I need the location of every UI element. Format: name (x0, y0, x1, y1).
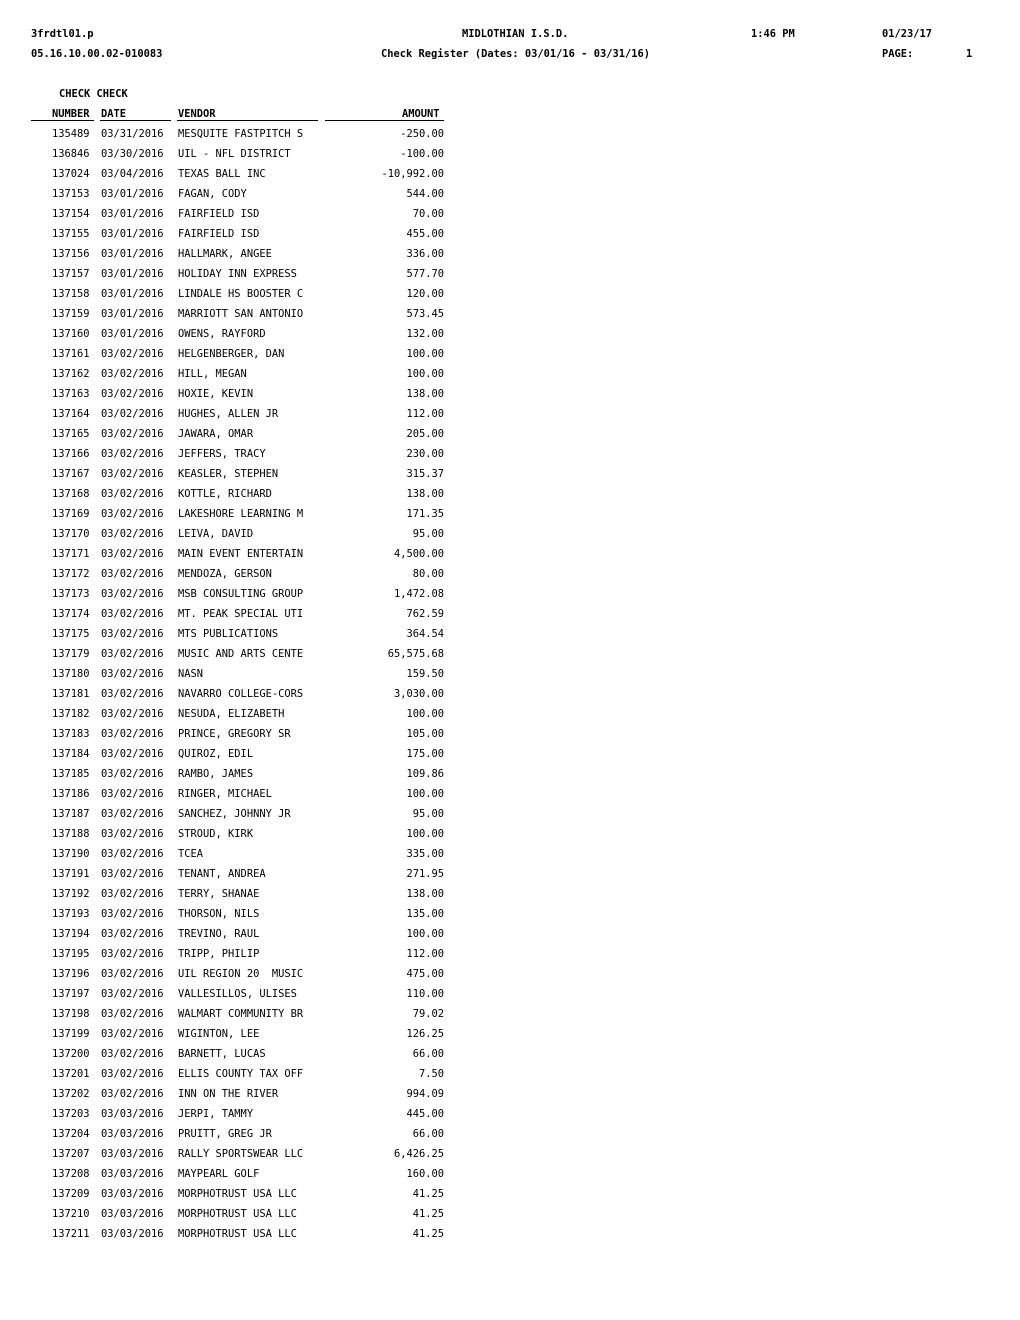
table-row (0, 1128, 460, 1148)
check-number: 137202 (52, 1088, 90, 1100)
check-date: 03/02/2016 (101, 628, 164, 640)
check-date: 03/01/2016 (101, 248, 164, 260)
vendor-name: MENDOZA, GERSON (178, 568, 272, 580)
table-row (0, 688, 460, 708)
check-date: 03/03/2016 (101, 1128, 164, 1140)
vendor-name: LEIVA, DAVID (178, 528, 254, 540)
check-number: 137211 (52, 1228, 90, 1240)
check-date: 03/02/2016 (101, 508, 164, 520)
check-amount: 66.00 (412, 1128, 444, 1140)
table-row (0, 1228, 460, 1248)
vendor-name: LINDALE HS BOOSTER C (178, 288, 304, 300)
vendor-name: INN ON THE RIVER (178, 1088, 279, 1100)
check-number: 137185 (52, 768, 90, 780)
vendor-name: JAWARA, OMAR (178, 428, 254, 440)
vendor-name: TCEA (178, 848, 204, 860)
table-row (0, 148, 460, 168)
vendor-name: NESUDA, ELIZABETH (178, 708, 285, 720)
check-date: 03/01/2016 (101, 308, 164, 320)
table-row (0, 448, 460, 468)
report-time: 1:46 PM (751, 28, 795, 40)
check-amount: 445.00 (406, 1108, 444, 1120)
vendor-name: THORSON, NILS (178, 908, 260, 920)
check-amount: 100.00 (406, 928, 444, 940)
check-amount: 335.00 (406, 848, 444, 860)
vendor-name: HOLIDAY INN EXPRESS (178, 268, 297, 280)
check-amount: 159.50 (406, 668, 444, 680)
check-amount: 79.02 (412, 1008, 444, 1020)
table-row (0, 408, 460, 428)
check-date: 03/30/2016 (101, 148, 164, 160)
check-date: 03/02/2016 (101, 528, 164, 540)
vendor-name: RINGER, MICHAEL (178, 788, 272, 800)
vendor-name: HILL, MEGAN (178, 368, 247, 380)
check-date: 03/03/2016 (101, 1188, 164, 1200)
table-row (0, 488, 460, 508)
check-number: 137167 (52, 468, 90, 480)
check-date: 03/01/2016 (101, 328, 164, 340)
table-row (0, 268, 460, 288)
vendor-name: NAVARRO COLLEGE-CORS (178, 688, 304, 700)
check-number: 137162 (52, 368, 90, 380)
table-row (0, 988, 460, 1008)
check-date: 03/01/2016 (101, 188, 164, 200)
check-number: 137193 (52, 908, 90, 920)
check-amount: 80.00 (412, 568, 444, 580)
check-number: 137203 (52, 1108, 90, 1120)
check-amount: 110.00 (406, 988, 444, 1000)
check-number: 137186 (52, 788, 90, 800)
check-number: 136846 (52, 148, 90, 160)
table-row (0, 1188, 460, 1208)
check-amount: 544.00 (406, 188, 444, 200)
vendor-name: LAKESHORE LEARNING M (178, 508, 304, 520)
check-number: 137180 (52, 668, 90, 680)
table-row (0, 748, 460, 768)
check-number: 137160 (52, 328, 90, 340)
check-number: 137208 (52, 1168, 90, 1180)
check-date: 03/01/2016 (101, 208, 164, 220)
check-amount: -250.00 (400, 128, 444, 140)
check-date: 03/02/2016 (101, 908, 164, 920)
check-number: 137173 (52, 588, 90, 600)
check-date: 03/02/2016 (101, 748, 164, 760)
vendor-name: FAGAN, CODY (178, 188, 247, 200)
report-date: 01/23/17 (882, 28, 933, 40)
check-number: 137163 (52, 388, 90, 400)
table-row (0, 888, 460, 908)
table-row (0, 968, 460, 988)
check-number: 137164 (52, 408, 90, 420)
table-row (0, 208, 460, 228)
table-row (0, 128, 460, 148)
report-title: Check Register (Dates: 03/01/16 - 03/31/16) (381, 48, 650, 60)
vendor-name: STROUD, KIRK (178, 828, 254, 840)
table-row (0, 1028, 460, 1048)
check-number: 137156 (52, 248, 90, 260)
check-date: 03/01/2016 (101, 268, 164, 280)
check-date: 03/02/2016 (101, 548, 164, 560)
check-amount: 336.00 (406, 248, 444, 260)
vendor-name: MTS PUBLICATIONS (178, 628, 279, 640)
table-row (0, 308, 460, 328)
vendor-underline (177, 120, 318, 121)
check-date: 03/02/2016 (101, 588, 164, 600)
check-amount: 762.59 (406, 608, 444, 620)
table-row (0, 288, 460, 308)
table-row (0, 1168, 460, 1188)
table-row (0, 188, 460, 208)
check-number: 137184 (52, 748, 90, 760)
vendor-name: WIGINTON, LEE (178, 1028, 260, 1040)
check-number: 137187 (52, 808, 90, 820)
vendor-name: KEASLER, STEPHEN (178, 468, 279, 480)
vendor-name: VALLESILLOS, ULISES (178, 988, 297, 1000)
table-row (0, 648, 460, 668)
check-number: 135489 (52, 128, 90, 140)
check-number: 137166 (52, 448, 90, 460)
check-number: 137191 (52, 868, 90, 880)
check-amount: 41.25 (412, 1208, 444, 1220)
check-number: 137170 (52, 528, 90, 540)
check-amount: 41.25 (412, 1188, 444, 1200)
check-date: 03/02/2016 (101, 388, 164, 400)
table-row (0, 528, 460, 548)
check-number: 137171 (52, 548, 90, 560)
check-date: 03/02/2016 (101, 668, 164, 680)
district-name: MIDLOTHIAN I.S.D. (462, 28, 569, 40)
check-amount: 126.25 (406, 1028, 444, 1040)
check-date: 03/02/2016 (101, 808, 164, 820)
check-amount: 6,426.25 (393, 1148, 444, 1160)
check-date: 03/31/2016 (101, 128, 164, 140)
check-date: 03/03/2016 (101, 1228, 164, 1240)
program-name: 3frdtl01.p (31, 28, 94, 40)
table-row (0, 1048, 460, 1068)
vendor-name: MORPHOTRUST USA LLC (178, 1228, 297, 1240)
check-number: 137183 (52, 728, 90, 740)
vendor-name: MARRIOTT SAN ANTONIO (178, 308, 304, 320)
page-number: 1 (966, 48, 973, 60)
check-number: 137207 (52, 1148, 90, 1160)
check-amount: 109.86 (406, 768, 444, 780)
check-date: 03/02/2016 (101, 488, 164, 500)
check-amount: 120.00 (406, 288, 444, 300)
vendor-name: TENANT, ANDREA (178, 868, 266, 880)
vendor-name: QUIROZ, EDIL (178, 748, 254, 760)
check-date: 03/02/2016 (101, 728, 164, 740)
check-date: 03/01/2016 (101, 228, 164, 240)
check-amount: 138.00 (406, 488, 444, 500)
table-row (0, 328, 460, 348)
check-date: 03/02/2016 (101, 348, 164, 360)
table-row (0, 928, 460, 948)
check-amount: 100.00 (406, 708, 444, 720)
check-number: 137161 (52, 348, 90, 360)
vendor-name: WALMART COMMUNITY BR (178, 1008, 304, 1020)
vendor-name: RALLY SPORTSWEAR LLC (178, 1148, 304, 1160)
vendor-name: UIL - NFL DISTRICT (178, 148, 291, 160)
date-underline (100, 120, 171, 121)
check-number: 137200 (52, 1048, 90, 1060)
check-amount: 95.00 (412, 808, 444, 820)
check-date: 03/02/2016 (101, 468, 164, 480)
check-date: 03/02/2016 (101, 708, 164, 720)
check-date: 03/02/2016 (101, 1028, 164, 1040)
vendor-name: FAIRFIELD ISD (178, 208, 260, 220)
table-row (0, 428, 460, 448)
table-row (0, 1108, 460, 1128)
check-number: 137182 (52, 708, 90, 720)
check-number: 137158 (52, 288, 90, 300)
check-amount: 105.00 (406, 728, 444, 740)
check-date: 03/02/2016 (101, 868, 164, 880)
check-date: 03/02/2016 (101, 988, 164, 1000)
check-date: 03/02/2016 (101, 448, 164, 460)
check-amount: 230.00 (406, 448, 444, 460)
check-date: 03/02/2016 (101, 948, 164, 960)
check-number: 137190 (52, 848, 90, 860)
number-underline (31, 120, 94, 121)
check-date: 03/02/2016 (101, 828, 164, 840)
vendor-name: TREVINO, RAUL (178, 928, 260, 940)
check-amount: 112.00 (406, 408, 444, 420)
check-number: 137195 (52, 948, 90, 960)
table-row (0, 828, 460, 848)
check-amount: 100.00 (406, 828, 444, 840)
vendor-name: HOXIE, KEVIN (178, 388, 254, 400)
check-date: 03/02/2016 (101, 368, 164, 380)
check-date: 03/03/2016 (101, 1108, 164, 1120)
check-date: 03/02/2016 (101, 968, 164, 980)
column-header-check: CHECK CHECK (59, 88, 128, 100)
column-header-amount: AMOUNT (402, 108, 440, 120)
check-amount: 577.70 (406, 268, 444, 280)
check-amount: 138.00 (406, 888, 444, 900)
check-number: 137172 (52, 568, 90, 580)
vendor-name: MT. PEAK SPECIAL UTI (178, 608, 304, 620)
table-row (0, 908, 460, 928)
column-header-vendor: VENDOR (178, 108, 216, 120)
table-row (0, 348, 460, 368)
table-row (0, 868, 460, 888)
check-amount: 573.45 (406, 308, 444, 320)
table-row (0, 508, 460, 528)
vendor-name: MAIN EVENT ENTERTAIN (178, 548, 304, 560)
check-amount: 205.00 (406, 428, 444, 440)
check-amount: 475.00 (406, 968, 444, 980)
table-row (0, 728, 460, 748)
vendor-name: TEXAS BALL INC (178, 168, 266, 180)
check-date: 03/01/2016 (101, 288, 164, 300)
vendor-name: PRINCE, GREGORY SR (178, 728, 291, 740)
check-amount: 160.00 (406, 1168, 444, 1180)
check-date: 03/02/2016 (101, 768, 164, 780)
vendor-name: MESQUITE FASTPITCH S (178, 128, 304, 140)
table-row (0, 668, 460, 688)
check-date: 03/02/2016 (101, 928, 164, 940)
check-amount: 1,472.08 (393, 588, 444, 600)
check-amount: 7.50 (418, 1068, 444, 1080)
table-row (0, 368, 460, 388)
check-date: 03/02/2016 (101, 408, 164, 420)
check-amount: 70.00 (412, 208, 444, 220)
check-number: 137179 (52, 648, 90, 660)
check-number: 137204 (52, 1128, 90, 1140)
check-date: 03/02/2016 (101, 568, 164, 580)
check-number: 137169 (52, 508, 90, 520)
check-amount: 175.00 (406, 748, 444, 760)
table-row (0, 608, 460, 628)
table-row (0, 248, 460, 268)
check-date: 03/02/2016 (101, 688, 164, 700)
vendor-name: PRUITT, GREG JR (178, 1128, 272, 1140)
vendor-name: BARNETT, LUCAS (178, 1048, 266, 1060)
check-number: 137155 (52, 228, 90, 240)
check-amount: 3,030.00 (393, 688, 444, 700)
page-label: PAGE: (882, 48, 914, 60)
table-row (0, 588, 460, 608)
column-header-number: NUMBER (52, 108, 90, 120)
check-date: 03/03/2016 (101, 1148, 164, 1160)
table-row (0, 1008, 460, 1028)
check-amount: 271.95 (406, 868, 444, 880)
check-amount: 171.35 (406, 508, 444, 520)
vendor-name: MORPHOTRUST USA LLC (178, 1188, 297, 1200)
table-row (0, 1088, 460, 1108)
vendor-name: JEFFERS, TRACY (178, 448, 266, 460)
amount-underline (325, 120, 444, 121)
check-amount: 315.37 (406, 468, 444, 480)
check-number: 137175 (52, 628, 90, 640)
check-number: 137198 (52, 1008, 90, 1020)
table-row (0, 1068, 460, 1088)
check-date: 03/02/2016 (101, 1008, 164, 1020)
check-amount: 66.00 (412, 1048, 444, 1060)
check-amount: -10,992.00 (381, 168, 444, 180)
check-date: 03/02/2016 (101, 1048, 164, 1060)
vendor-name: MUSIC AND ARTS CENTE (178, 648, 304, 660)
table-row (0, 388, 460, 408)
check-number: 137210 (52, 1208, 90, 1220)
check-date: 03/02/2016 (101, 608, 164, 620)
check-number: 137188 (52, 828, 90, 840)
check-number: 137201 (52, 1068, 90, 1080)
check-number: 137153 (52, 188, 90, 200)
vendor-name: SANCHEZ, JOHNNY JR (178, 808, 291, 820)
vendor-name: TERRY, SHANAE (178, 888, 260, 900)
check-number: 137194 (52, 928, 90, 940)
check-number: 137154 (52, 208, 90, 220)
check-amount: 138.00 (406, 388, 444, 400)
vendor-name: FAIRFIELD ISD (178, 228, 260, 240)
table-row (0, 768, 460, 788)
check-amount: 135.00 (406, 908, 444, 920)
table-row (0, 808, 460, 828)
check-amount: 100.00 (406, 348, 444, 360)
vendor-name: RAMBO, JAMES (178, 768, 254, 780)
check-date: 03/02/2016 (101, 848, 164, 860)
check-number: 137181 (52, 688, 90, 700)
vendor-name: ELLIS COUNTY TAX OFF (178, 1068, 304, 1080)
column-header-date: DATE (101, 108, 127, 120)
vendor-name: JERPI, TAMMY (178, 1108, 254, 1120)
check-number: 137157 (52, 268, 90, 280)
check-number: 137196 (52, 968, 90, 980)
vendor-name: HUGHES, ALLEN JR (178, 408, 279, 420)
vendor-name: MORPHOTRUST USA LLC (178, 1208, 297, 1220)
check-date: 03/02/2016 (101, 1088, 164, 1100)
check-amount: 41.25 (412, 1228, 444, 1240)
check-amount: 112.00 (406, 948, 444, 960)
check-date: 03/03/2016 (101, 1208, 164, 1220)
table-row (0, 708, 460, 728)
check-number: 137192 (52, 888, 90, 900)
check-date: 03/02/2016 (101, 648, 164, 660)
check-number: 137024 (52, 168, 90, 180)
table-row (0, 168, 460, 188)
vendor-name: MSB CONSULTING GROUP (178, 588, 304, 600)
vendor-name: NASN (178, 668, 204, 680)
check-amount: 364.54 (406, 628, 444, 640)
check-date: 03/04/2016 (101, 168, 164, 180)
vendor-name: TRIPP, PHILIP (178, 948, 260, 960)
check-amount: 4,500.00 (393, 548, 444, 560)
check-date: 03/02/2016 (101, 788, 164, 800)
table-row (0, 1208, 460, 1228)
vendor-name: HELGENBERGER, DAN (178, 348, 285, 360)
table-row (0, 848, 460, 868)
check-date: 03/02/2016 (101, 1068, 164, 1080)
check-amount: 132.00 (406, 328, 444, 340)
check-amount: 65,575.68 (387, 648, 444, 660)
check-amount: 994.09 (406, 1088, 444, 1100)
check-amount: -100.00 (400, 148, 444, 160)
table-row (0, 788, 460, 808)
table-row (0, 628, 460, 648)
vendor-name: UIL REGION 20 MUSIC (178, 968, 304, 980)
vendor-name: MAYPEARL GOLF (178, 1168, 260, 1180)
check-date: 03/02/2016 (101, 428, 164, 440)
check-date: 03/02/2016 (101, 888, 164, 900)
table-row (0, 228, 460, 248)
check-date: 03/03/2016 (101, 1168, 164, 1180)
table-row (0, 1148, 460, 1168)
check-number: 137174 (52, 608, 90, 620)
check-number: 137159 (52, 308, 90, 320)
check-number: 137199 (52, 1028, 90, 1040)
check-number: 137209 (52, 1188, 90, 1200)
check-number: 137197 (52, 988, 90, 1000)
vendor-name: OWENS, RAYFORD (178, 328, 266, 340)
check-amount: 95.00 (412, 528, 444, 540)
check-amount: 100.00 (406, 368, 444, 380)
table-row (0, 468, 460, 488)
vendor-name: KOTTLE, RICHARD (178, 488, 272, 500)
check-number: 137165 (52, 428, 90, 440)
table-row (0, 948, 460, 968)
check-amount: 455.00 (406, 228, 444, 240)
table-row (0, 548, 460, 568)
check-amount: 100.00 (406, 788, 444, 800)
vendor-name: HALLMARK, ANGEE (178, 248, 272, 260)
version-code: 05.16.10.00.02-010083 (31, 48, 163, 60)
table-row (0, 568, 460, 588)
check-number: 137168 (52, 488, 90, 500)
